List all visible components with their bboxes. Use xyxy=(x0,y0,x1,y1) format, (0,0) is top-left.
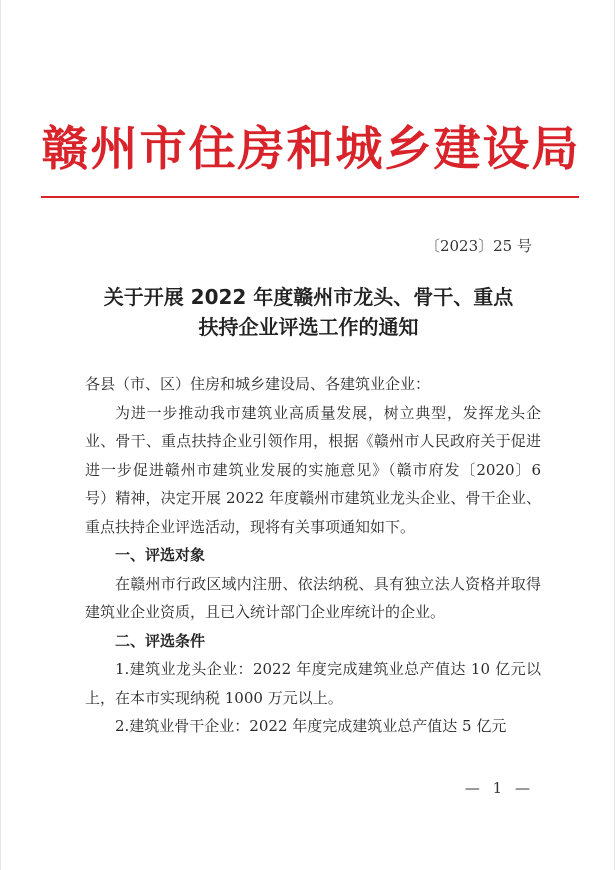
document-title-line-1: 关于开展 2022 年度赣州市龙头、骨干、重点 xyxy=(103,285,514,309)
section-1-heading: 一、评选对象 xyxy=(115,546,206,564)
document-number: 〔2023〕25 号 xyxy=(424,237,532,255)
section-2-heading: 二、评选条件 xyxy=(115,631,206,650)
issuing-authority-header: 赣州市住房和城乡建设局 xyxy=(41,122,581,177)
document-title xyxy=(61,282,556,342)
section-1-paragraph: 在赣州市行政区域内注册、依法纳税、具有独立法人资格并取得建筑业企业资质，且已入统计部门企业库统计的企业。 xyxy=(85,574,541,621)
intro-paragraph: 为进一步推动我市建筑业高质量发展，树立典型，发挥龙头企业、骨干、重点扶持企业引领作用，根据《赣州市人民政府关于促进进一步促进赣州市建筑业发展的实施意见》（赣市府发〔2020〕6 号）精神，决定开展 2022 年度赣州市建筑业龙头企业、骨干企业、重点扶持企业评选活动，现将有关事项通知如下。 xyxy=(85,403,541,536)
section-2-item-2: 2.建筑业骨干企业：2022 年度完成建筑业总产值达 5 亿元 xyxy=(115,717,507,735)
red-header-rule xyxy=(41,196,579,198)
page-number: — 1 — xyxy=(464,779,534,797)
document-title-line-2: 扶持企业评选工作的通知 xyxy=(198,315,419,339)
section-2-item-1: 1.建筑业龙头企业：2022 年度完成建筑业总产值达 10 亿元以上，在本市实现纳税 1000 万元以上。 xyxy=(85,660,541,707)
addressee-line: 各县（市、区）住房和城乡建设局、各建筑业企业： xyxy=(85,375,431,393)
document-body xyxy=(85,370,541,741)
